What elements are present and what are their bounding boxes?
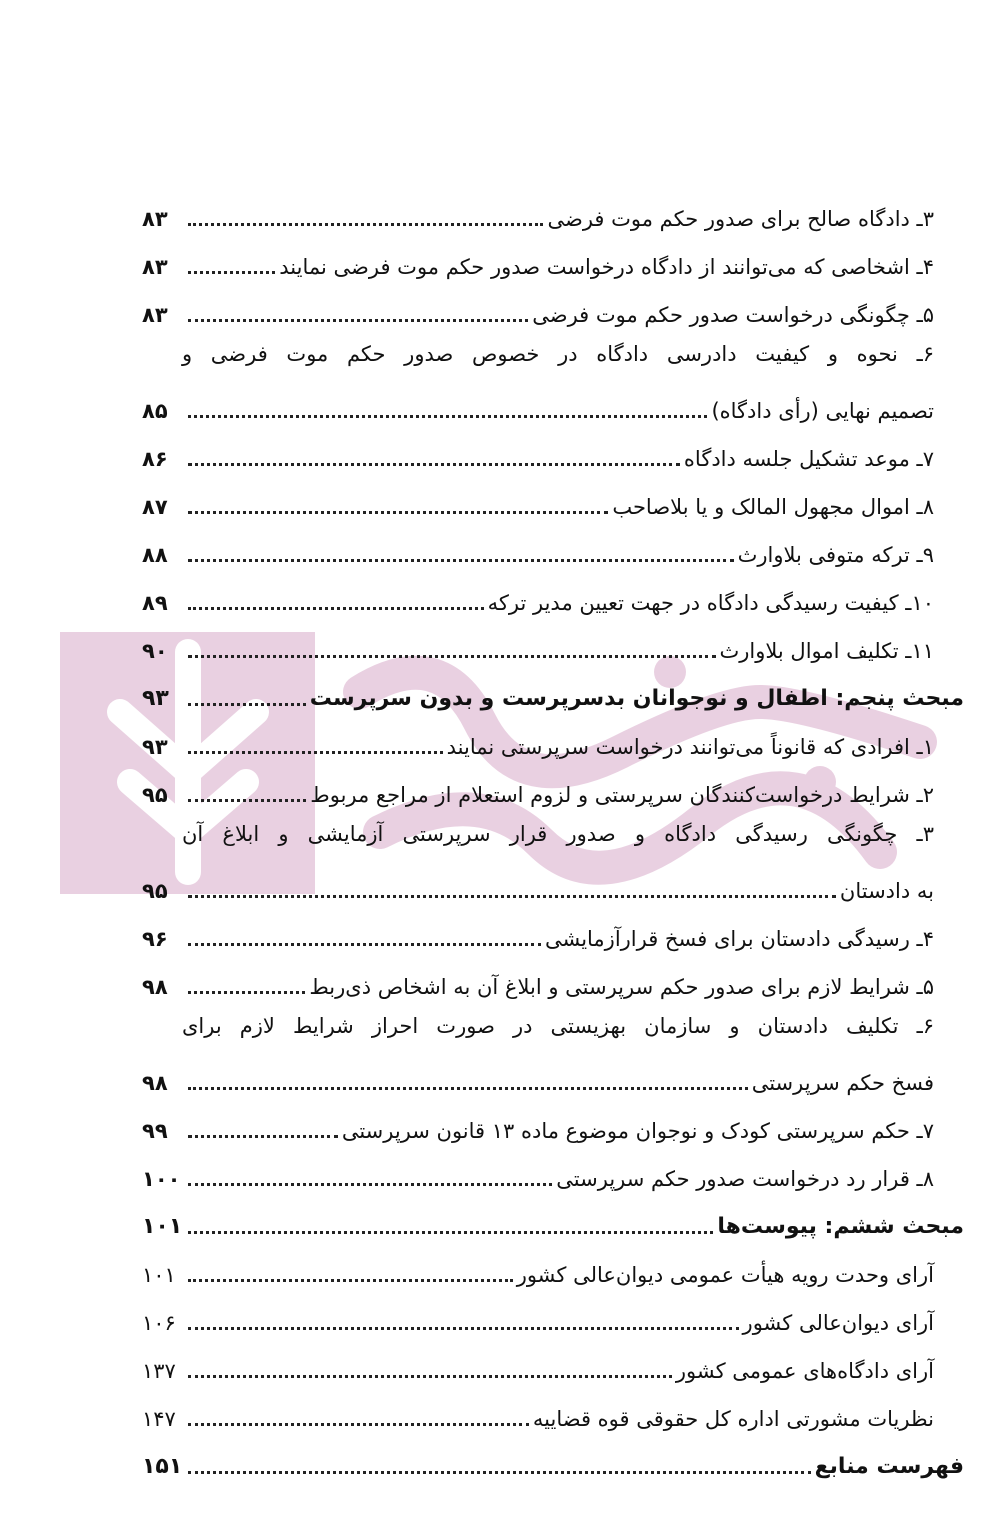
toc-entry: ۱۰ـ کیفیت رسیدگی دادگاه در جهت تعیین مدیر ترکه ۸۹ [142, 570, 964, 618]
dot-leader [188, 1471, 811, 1474]
toc-entry: ۸ـ قرار رد درخواست صدور حکم سرپرستی ۱۰۰ [142, 1146, 964, 1194]
dot-leader [188, 511, 608, 514]
dot-leader [188, 799, 306, 802]
toc-entry: ۵ـ شرایط لازم برای صدور حکم سرپرستی و ابلاغ آن به اشخاص ذی‌ربط ۹۸ [142, 954, 964, 1002]
page-number: ۸۷ [142, 495, 168, 519]
dot-leader [188, 607, 484, 610]
dot-leader [188, 655, 716, 658]
toc-entry: ۴ـ رسیدگی دادستان برای فسخ قرارآزمایشی ۹۶ [142, 906, 964, 954]
page-number: ۹۵ [142, 879, 168, 903]
toc-entry-multiline: ۶ـ تکلیف دادستان و سازمان بهزیستی در صورت احراز شرایط لازم برای فسخ حکم سرپرستی ۹۸ [142, 1002, 964, 1098]
page-number: ۹۰ [142, 639, 168, 663]
page-number: ۹۳ [142, 686, 169, 711]
toc-entry: ۱۱ـ تکلیف اموال بلاوارث ۹۰ [142, 618, 964, 666]
page-number: ۸۹ [142, 591, 168, 615]
toc-entry: ۲ـ شرایط درخواست‌کنندگان سرپرستی و لزوم استعلام از مراجع مربوط ۹۵ [142, 762, 964, 810]
page-number: ۹۹ [142, 1119, 168, 1143]
toc-entry: ۹ـ ترکه متوفی بلاوارث ۸۸ [142, 522, 964, 570]
page-number: ۸۳ [142, 207, 168, 231]
dot-leader [188, 1327, 739, 1330]
dot-leader [188, 271, 275, 274]
dot-leader [188, 559, 734, 562]
page-number: ۹۵ [142, 783, 168, 807]
dot-leader [188, 1375, 672, 1378]
toc-entry-multiline: ۶ـ نحوه و کیفیت دادرسی دادگاه در خصوص صدور حکم موت فرضی و تصمیم نهایی (رأی دادگاه) ۸۵ [142, 330, 964, 426]
toc-entry: ۷ـ حکم سرپرستی کودک و نوجوان موضوع ماده ۱۳ قانون سرپرستی ۹۹ [142, 1098, 964, 1146]
dot-leader [188, 991, 305, 994]
page-number: ۱۰۰ [142, 1167, 181, 1191]
dot-leader [188, 1183, 552, 1186]
page-number: ۹۸ [142, 1071, 168, 1095]
toc-entry: ۷ـ موعد تشکیل جلسه دادگاه ۸۶ [142, 426, 964, 474]
toc-entry: آرای دیوان‌عالی کشور ۱۰۶ [142, 1290, 964, 1338]
dot-leader [188, 1423, 529, 1426]
toc-section-heading: مبحث پنجم: اطفال و نوجوانان بدسرپرست و بدون سرپرست ۹۳ [142, 666, 964, 714]
table-of-contents [142, 186, 964, 1482]
toc-entry: ۱ـ افرادی که قانوناً می‌توانند درخواست سرپرستی نمایند ۹۳ [142, 714, 964, 762]
dot-leader [188, 1231, 713, 1234]
dot-leader [188, 751, 443, 754]
dot-leader [188, 319, 528, 322]
page-number: ۱۰۶ [142, 1311, 176, 1335]
page-number: ۸۶ [142, 447, 168, 471]
dot-leader [188, 895, 836, 898]
dot-leader [188, 703, 306, 706]
page-number: ۸۳ [142, 255, 168, 279]
dot-leader [188, 415, 707, 418]
page-number: ۸۳ [142, 303, 168, 327]
toc-entry: ۴ـ اشخاصی که می‌توانند از دادگاه درخواست صدور حکم موت فرضی نمایند ۸۳ [142, 234, 964, 282]
dot-leader [188, 1135, 338, 1138]
toc-entry: ۵ـ چگونگی درخواست صدور حکم موت فرضی ۸۳ [142, 282, 964, 330]
toc-section-heading: فهرست منابع ۱۵۱ [142, 1434, 964, 1482]
toc-section-heading: مبحث ششم: پیوست‌ها ۱۰۱ [142, 1194, 964, 1242]
dot-leader [188, 943, 541, 946]
toc-entry: آرای وحدت رویه هیأت عمومی دیوان‌عالی کشور ۱۰۱ [142, 1242, 964, 1290]
toc-entry-multiline: ۳ـ چگونگی رسیدگی دادگاه و صدور قرار سرپرستی آزمایشی و ابلاغ آن به دادستان ۹۵ [142, 810, 964, 906]
page-number: ۸۵ [142, 399, 168, 423]
dot-leader [188, 463, 680, 466]
page-number: ۹۳ [142, 735, 168, 759]
page-number: ۱۴۷ [142, 1407, 176, 1431]
dot-leader [188, 223, 543, 226]
toc-entry: ۸ـ اموال مجهول المالک و یا بلاصاحب ۸۷ [142, 474, 964, 522]
page-number: ۱۳۷ [142, 1359, 176, 1383]
page-number: ۹۶ [142, 927, 168, 951]
page-number: ۸۸ [142, 543, 168, 567]
page-number: ۹۸ [142, 975, 168, 999]
dot-leader [188, 1087, 748, 1090]
page-number: ۱۰۱ [142, 1214, 183, 1239]
dot-leader [188, 1279, 513, 1282]
toc-entry: ۳ـ دادگاه صالح برای صدور حکم موت فرضی ۸۳ [142, 186, 964, 234]
page-number: ۱۵۱ [142, 1454, 183, 1479]
toc-entry: نظریات مشورتی اداره کل حقوقی قوه قضاییه ۱۴۷ [142, 1386, 964, 1434]
page-number: ۱۰۱ [142, 1263, 176, 1287]
toc-entry: آرای دادگاه‌های عمومی کشور ۱۳۷ [142, 1338, 964, 1386]
